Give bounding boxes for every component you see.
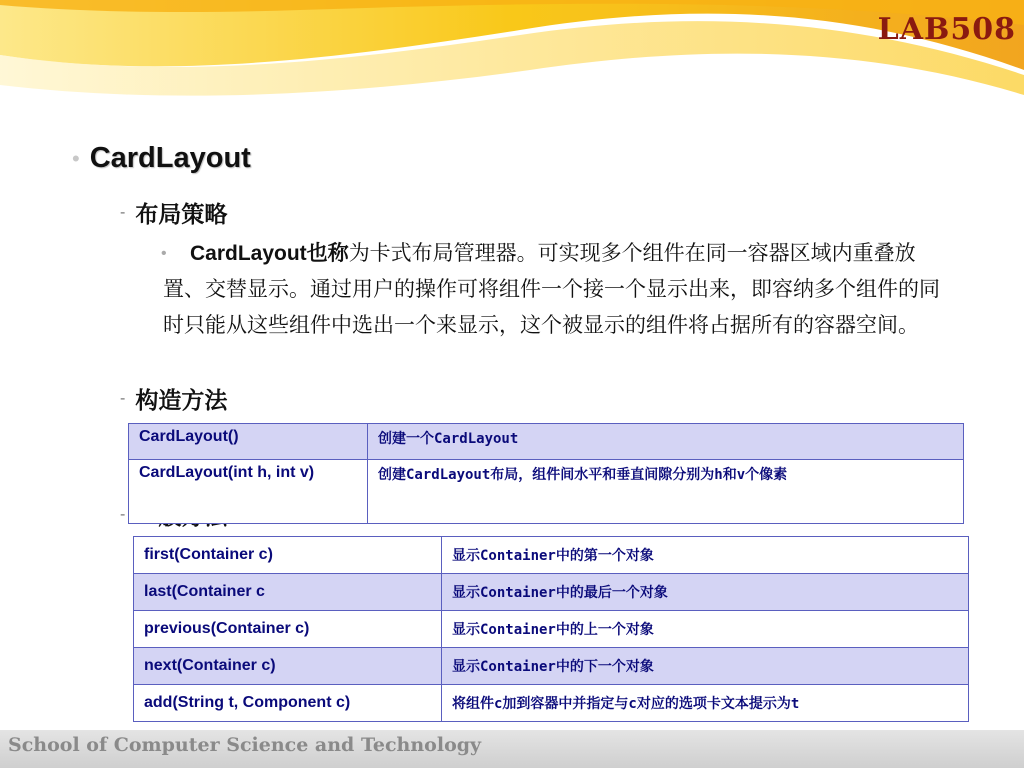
methods-table [133, 536, 969, 722]
method-desc: 显示Container中的第一个对象 [442, 537, 969, 574]
constructor-desc: 创建一个CardLayout [368, 424, 964, 460]
subheading-label: 构造方法 [135, 387, 228, 413]
method-desc: 显示Container中的上一个对象 [442, 611, 969, 648]
method-desc: 将组件c加到容器中并指定与c对应的选项卡文本提示为t [442, 685, 969, 722]
method-desc: 显示Container中的最后一个对象 [442, 574, 969, 611]
subheading-layout-strategy [120, 196, 227, 229]
paragraph-text: 为卡式布局管理器。可实现多个组件在同一容器区域内重叠放置、交替显示。通过用户的操作可将组件一个接一个显示出来，即容纳多个组件的同时只能从这些组件中选出一个来显示，这个被显示的组件将占据所有的容器空间。 [163, 242, 940, 337]
method-desc: 显示Container中的下一个对象 [442, 648, 969, 685]
footer-bar [0, 730, 1024, 768]
method-name: first(Container c) [134, 537, 442, 574]
table-row [134, 685, 969, 722]
dash-icon: - [120, 389, 126, 407]
dash-icon: - [120, 203, 126, 221]
bullet-cardlayout [72, 142, 251, 175]
constructors-table [128, 423, 964, 524]
table-row [134, 574, 969, 611]
method-name: next(Container c) [134, 648, 442, 685]
dash-icon: - [120, 505, 126, 523]
constructor-name: CardLayout(int h, int v) [129, 460, 368, 524]
slide-heading: CardLayout [89, 142, 251, 174]
bullet-dot-icon: • [161, 245, 167, 262]
table-row [134, 611, 969, 648]
method-name: add(String t, Component c) [134, 685, 442, 722]
constructor-name: CardLayout() [129, 424, 368, 460]
description-paragraph [163, 236, 955, 344]
subheading-constructors [120, 382, 227, 415]
method-name: last(Container c [134, 574, 442, 611]
method-name: previous(Container c) [134, 611, 442, 648]
table-row [129, 424, 964, 460]
table-row [129, 460, 964, 524]
constructor-desc: 创建CardLayout布局，组件间水平和垂直间隙分别为h和v个像素 [368, 460, 964, 524]
subheading-label: 一般方法 [135, 503, 228, 529]
table-row [134, 537, 969, 574]
footer-text: School of Computer Science and Technology [8, 734, 482, 756]
table-row [134, 648, 969, 685]
subheading-label: 布局策略 [135, 201, 228, 227]
paragraph-lead: CardLayout也称 [190, 242, 349, 265]
bullet-dot-icon: • [72, 145, 80, 171]
lab-logo: LAB508 [877, 12, 1016, 47]
